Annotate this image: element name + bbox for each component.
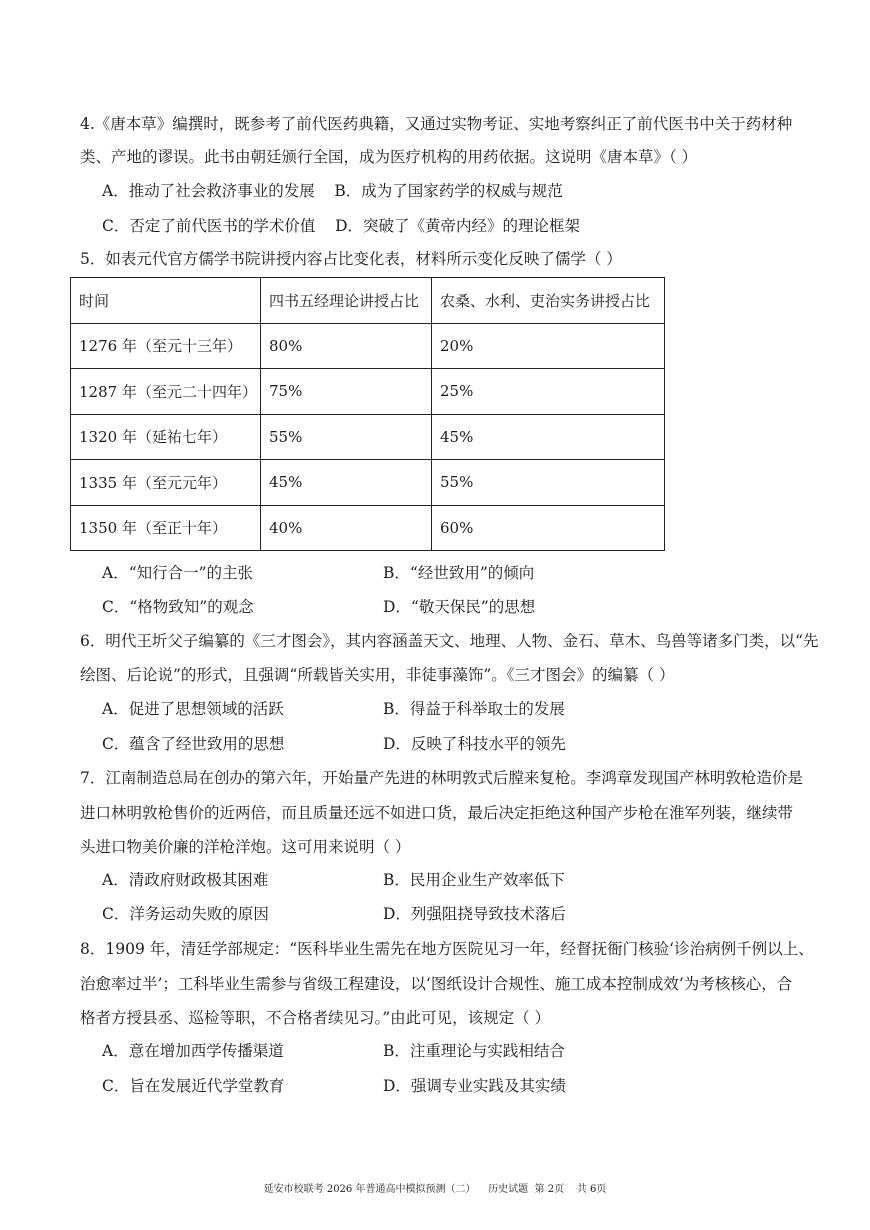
q4-stem-line2: 类、产地的谬误。此书由朝廷颁行全国，成为医疗机构的用药依据。这说明《唐本草》（ ） — [80, 148, 698, 166]
q6-stem-line1: 6．明代王圻父子编纂的《三才图会》，其内容涵盖天文、地理、人物、金石、草木、鸟兽等诸多门类，以“先 — [80, 632, 819, 650]
table-cell: 55% — [432, 460, 665, 506]
page-footer: 延安市校联考 2026 年普通高中模拟预测（二） 历史试题 第 2页 共 6页 — [263, 1184, 607, 1195]
q6-option-a: A．促进了思想领域的活跃 — [102, 700, 284, 718]
q4-stem-line1: 4.《唐本草》编撰时，既参考了前代医药典籍，又通过实物考证、实地考察纠正了前代医书中关于药材种 — [80, 115, 793, 133]
q7-option-d: D．列强阻挠导致技术落后 — [383, 905, 566, 923]
q8-option-d: D．强调专业实践及其实绩 — [383, 1077, 566, 1095]
q5-option-b: B．“经世致用”的倾向 — [383, 564, 535, 582]
q5-option-d: D．“敬天保民”的思想 — [383, 598, 536, 616]
table-cell: 1320 年（延祐七年） — [71, 414, 261, 460]
table-cell: 20% — [432, 323, 665, 369]
q4-options-ab: A．推动了社会救济事业的发展 B．成为了国家药学的权威与规范 — [102, 182, 563, 200]
q8-stem-line2: 治愈率过半’；工科毕业生需参与省级工程建设，以‘图纸设计合规性、施工成本控制成效’为考核核心，合 — [80, 975, 793, 993]
q5-stem: 5．如表元代官方儒学书院讲授内容占比变化表，材料所示变化反映了儒学（ ） — [80, 250, 622, 268]
q8-option-b: B．注重理论与实践相结合 — [383, 1042, 565, 1060]
q8-stem-line1: 8．1909 年，清廷学部规定：“医科毕业生需先在地方医院见习一年，经督抚衙门核验‘诊治病例千例以上、 — [80, 940, 814, 958]
table-cell: 1287 年（至元二十四年） — [71, 369, 261, 415]
table-cell: 25% — [432, 369, 665, 415]
q5-option-c: C．“格物致知”的观念 — [102, 598, 254, 616]
table-cell: 75% — [261, 369, 432, 415]
table-cell: 1350 年（至正十年） — [71, 505, 261, 551]
table-cell: 55% — [261, 414, 432, 460]
table-header-cell: 时间 — [71, 278, 261, 324]
q5-option-a: A．“知行合一”的主张 — [102, 564, 254, 582]
q6-option-c: C．蕴含了经世致用的思想 — [102, 735, 285, 753]
q7-option-c: C．洋务运动失败的原因 — [102, 905, 269, 923]
q6-stem-line2: 绘图、后论说”的形式，且强调“所载皆关实用，非徒事藻饰”。《三才图会》的编纂（ ） — [80, 666, 675, 684]
q6-option-b: B．得益于科举取士的发展 — [383, 700, 565, 718]
q7-option-a: A．清政府财政极其困难 — [102, 871, 269, 889]
table-cell: 40% — [261, 505, 432, 551]
table-row — [71, 460, 665, 506]
table-cell: 1335 年（至元元年） — [71, 460, 261, 506]
q7-option-b: B．民用企业生产效率低下 — [383, 871, 565, 889]
q7-stem-line1: 7．江南制造总局在创办的第六年，开始量产先进的林明敦式后膛来复枪。李鸿章发现国产林明敦枪造价是 — [80, 769, 803, 787]
table-header-row — [71, 278, 665, 324]
q8-option-a: A．意在增加西学传播渠道 — [102, 1042, 284, 1060]
table-header-cell: 农桑、水利、吏治实务讲授占比 — [432, 278, 665, 324]
table-row — [71, 414, 665, 460]
q8-stem-line3: 格者方授县丞、巡检等职，不合格者续见习。”由此可见，该规定（ ） — [80, 1009, 551, 1027]
table-cell: 1276 年（至元十三年） — [71, 323, 261, 369]
table-row — [71, 505, 665, 551]
table-row — [71, 323, 665, 369]
table-cell: 45% — [432, 414, 665, 460]
table-cell: 60% — [432, 505, 665, 551]
q6-option-d: D．反映了科技水平的领先 — [383, 735, 566, 753]
q7-stem-line3: 头进口物美价廉的洋枪洋炮。这可用来说明（ ） — [80, 838, 411, 856]
q8-option-c: C．旨在发展近代学堂教育 — [102, 1077, 285, 1095]
table-cell: 45% — [261, 460, 432, 506]
q7-stem-line2: 进口林明敦枪售价的近两倍，而且质量还远不如进口货，最后决定拒绝这种国产步枪在淮军列装，继续带 — [80, 804, 794, 822]
table-cell: 80% — [261, 323, 432, 369]
table-row — [71, 369, 665, 415]
q4-options-cd: C．否定了前代医书的学术价值 D．突破了《黄帝内经》的理论框架 — [102, 217, 580, 235]
table-header-cell: 四书五经理论讲授占比 — [261, 278, 432, 324]
q5-data-table — [70, 277, 665, 551]
